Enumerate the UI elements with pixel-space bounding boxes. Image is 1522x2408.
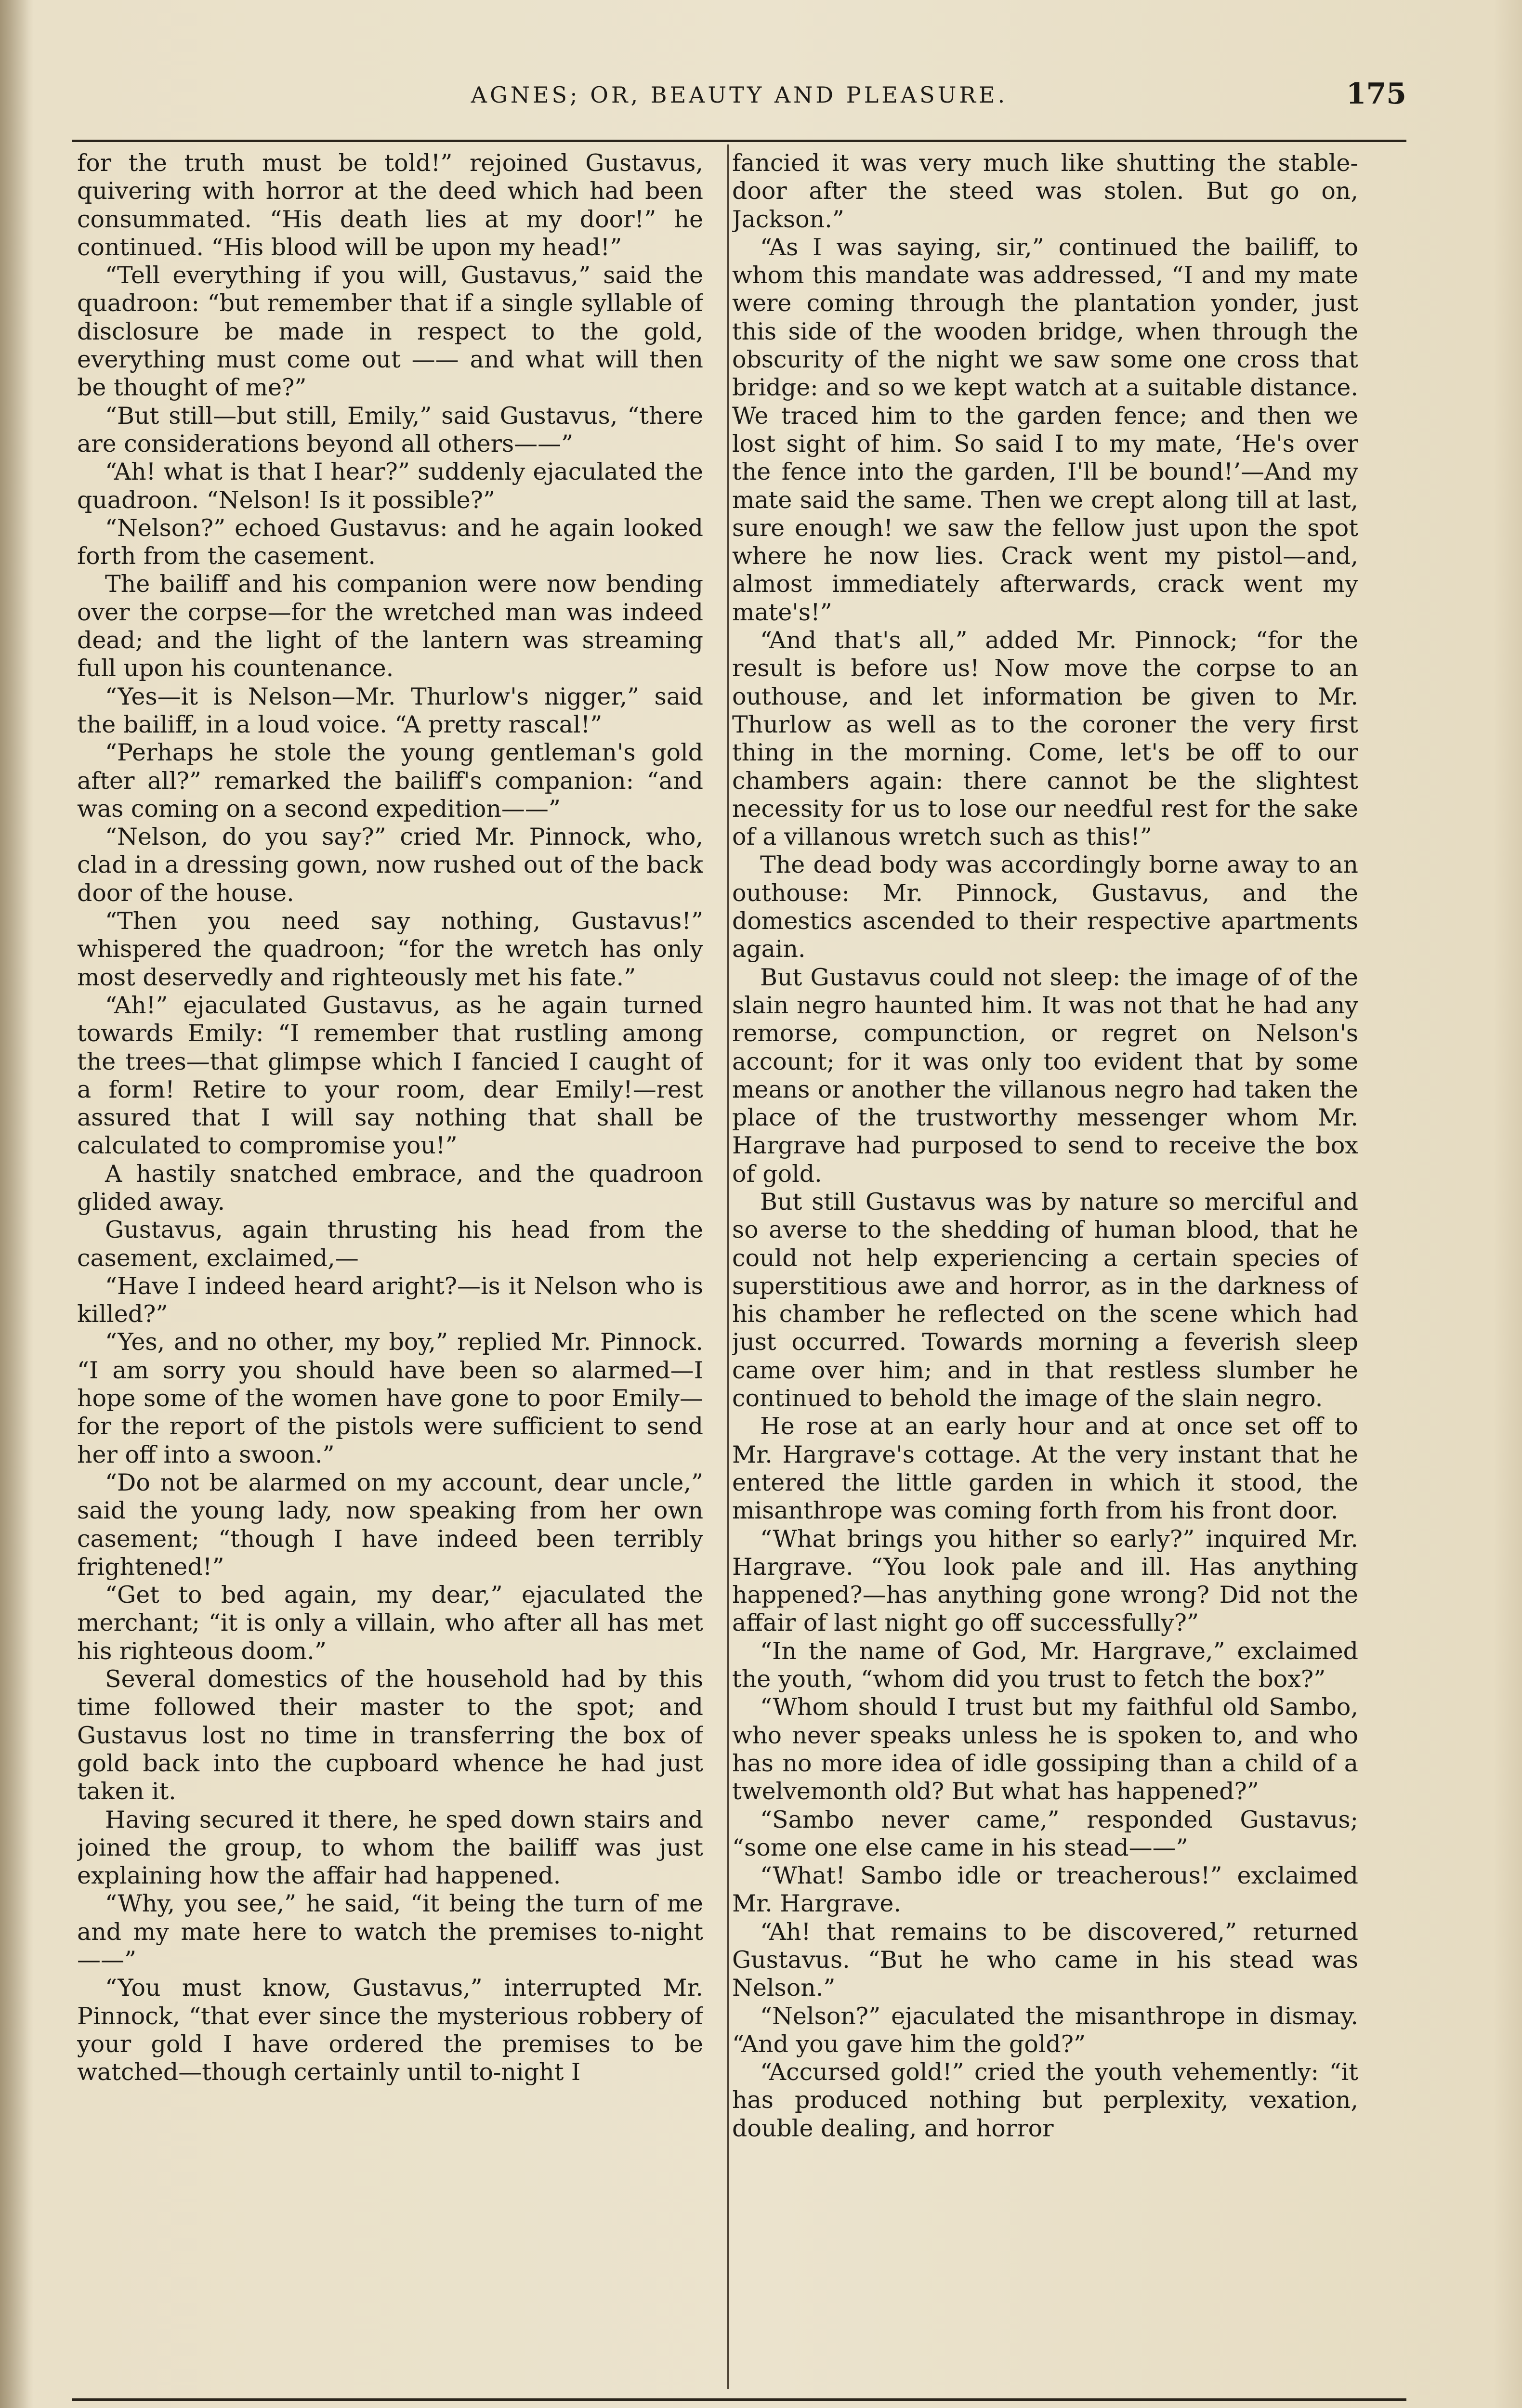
footer-rule (72, 2398, 1406, 2401)
paragraph: “Ah!” ejaculated Gustavus, as he again turned towards Emily: “I remember that rustling among the trees—that glimpse which I fancied I caught of a form! Retire to your room, dear Emily!—rest assured that I will say nothing that shall be calculated to compromise you!” (77, 991, 703, 1160)
paragraph: “Ah! that remains to be discovered,” returned Gustavus. “But he who came in his stead was Nelson.” (732, 1918, 1358, 2002)
paragraph: “Whom should I trust but my faithful old Sambo, who never speaks unless he is spoken to, and who has no more idea of idle gossiping than a child of a twelvemonth old? But what has happened?” (732, 1693, 1358, 1806)
paragraph: “Tell everything if you will, Gustavus,” said the quadroon: “but remember that if a single syllable of disclosure be made in respect to the gold, everything must come out —— and what will then be thought of me?” (77, 262, 703, 402)
paragraph: “Yes—it is Nelson—Mr. Thurlow's nigger,” said the bailiff, in a loud voice. “A pretty rascal!” (77, 682, 703, 738)
paragraph: The bailiff and his companion were now bending over the corpse—for the wretched man was indeed dead; and the light of the lantern was streaming full upon his countenance. (77, 570, 703, 682)
left-column (77, 149, 703, 2389)
paragraph: “In the name of God, Mr. Hargrave,” exclaimed the youth, “whom did you trust to fetch the box?” (732, 1637, 1358, 1693)
paragraph: “Perhaps he stole the young gentleman's gold after all?” remarked the bailiff's companion: “and was coming on a second expedition——” (77, 739, 703, 823)
header-rule (72, 140, 1406, 142)
paragraph: “Do not be alarmed on my account, dear uncle,” said the young lady, now speaking from her own casement; “though I have indeed been terribly frightened!” (77, 1468, 703, 1581)
paragraph: “Sambo never came,” responded Gustavus; “some one else came in his stead——” (732, 1806, 1358, 1861)
paragraph: A hastily snatched embrace, and the quadroon glided away. (77, 1160, 703, 1216)
gutter-shadow (0, 0, 34, 2408)
paragraph: “Why, you see,” he said, “it being the turn of me and my mate here to watch the premises to-night——” (77, 1890, 703, 1974)
paragraph: “Nelson?” echoed Gustavus: and he again looked forth from the casement. (77, 514, 703, 570)
page-number: 175 (1346, 77, 1406, 111)
paragraph: “What! Sambo idle or treacherous!” exclaimed Mr. Hargrave. (732, 1862, 1358, 1918)
paragraph: “Get to bed again, my dear,” ejaculated the merchant; “it is only a villain, who after all has met his righteous doom.” (77, 1581, 703, 1665)
column-divider (727, 144, 729, 2389)
paragraph: for the truth must be told!” rejoined Gustavus, quivering with horror at the deed which had been consummated. “His death lies at my door!” he continued. “His blood will be upon my head!” (77, 149, 703, 261)
paragraph: But Gustavus could not sleep: the image of of the slain negro haunted him. It was not that he had any remorse, compunction, or regret on Nelson's account; for it was only too evident that by some means or another the villanous negro had taken the place of the trustworthy messenger whom Mr. Hargrave had purposed to send to receive the box of gold. (732, 963, 1358, 1188)
paragraph: “Yes, and no other, my boy,” replied Mr. Pinnock. “I am sorry you should have been so alarmed—I hope some of the women have gone to poor Emily—for the report of the pistols were sufficient to send her off into a swoon.” (77, 1328, 703, 1468)
paragraph: fancied it was very much like shutting the stable-door after the steed was stolen. But go on, Jackson.” (732, 149, 1358, 233)
paragraph: Having secured it there, he sped down stairs and joined the group, to whom the bailiff was just explaining how the affair had happened. (77, 1806, 703, 1890)
paragraph: “But still—but still, Emily,” said Gustavus, “there are considerations beyond all others——” (77, 402, 703, 458)
paragraph: “As I was saying, sir,” continued the bailiff, to whom this mandate was addressed, “I and my mate were coming through the plantation yonder, just this side of the wooden bridge, when through the obscurity of the night we saw some one cross that bridge: and so we kept watch at a suitable distance. We traced him to the garden fence; and then we lost sight of him. So said I to my mate, ‘He's over the fence into the garden, I'll be bound!’—And my mate said the same. Then we crept along till at last, sure enough! we saw the fellow just upon the spot where he now lies. Crack went my pistol—and, almost immediately afterwards, crack went my mate's!” (732, 233, 1358, 626)
paragraph: “Ah! what is that I hear?” suddenly ejaculated the quadroon. “Nelson! Is it possible?” (77, 458, 703, 514)
paragraph: “And that's all,” added Mr. Pinnock; “for the result is before us! Now move the corpse to an outhouse, and let information be given to Mr. Thurlow as well as to the coroner the very first thing in the morning. Come, let's be off to our chambers again: there cannot be the slightest necessity for us to lose our needful rest for the sake of a villanous wretch such as this!” (732, 627, 1358, 851)
paragraph: “What brings you hither so early?” inquired Mr. Hargrave. “You look pale and ill. Has anything happened?—has anything gone wrong? Did not the affair of last night go off successfully?” (732, 1525, 1358, 1637)
paragraph: He rose at an early hour and at once set off to Mr. Hargrave's cottage. At the very instant that he entered the little garden in which it stood, the misanthrope was coming forth from his front door. (732, 1413, 1358, 1525)
right-column (732, 149, 1358, 2389)
paragraph: “Nelson?” ejaculated the misanthrope in dismay. “And you gave him the gold?” (732, 2002, 1358, 2058)
paragraph: “Nelson, do you say?” cried Mr. Pinnock, who, clad in a dressing gown, now rushed out of the back door of the house. (77, 823, 703, 907)
paragraph: “Then you need say nothing, Gustavus!” whispered the quadroon; “for the wretch has only most deservedly and righteously met his fate.” (77, 907, 703, 991)
paragraph: “Accursed gold!” cried the youth vehemently: “it has produced nothing but perplexity, vexation, double dealing, and horror (732, 2058, 1358, 2142)
paragraph: Gustavus, again thrusting his head from the casement, exclaimed,— (77, 1216, 703, 1272)
paragraph: “Have I indeed heard aright?—is it Nelson who is killed?” (77, 1272, 703, 1328)
running-title: AGNES; OR, BEAUTY AND PLEASURE. (471, 82, 1008, 108)
running-header (72, 67, 1406, 125)
paragraph: But still Gustavus was by nature so merciful and so averse to the shedding of human blood, that he could not help experiencing a certain species of superstitious awe and horror, as in the darkness of his chamber he reflected on the scene which had just occurred. Towards morning a feverish sleep came over him; and in that restless slumber he continued to behold the image of the slain negro. (732, 1188, 1358, 1413)
paragraph: Several domestics of the household had by this time followed their master to the spot; and Gustavus lost no time in transferring the box of gold back into the cupboard whence he had just taken it. (77, 1665, 703, 1806)
paragraph: “You must know, Gustavus,” interrupted Mr. Pinnock, “that ever since the mysterious robbery of your gold I have ordered the premises to be watched—though certainly until to-night I (77, 1974, 703, 2086)
paragraph: The dead body was accordingly borne away to an outhouse: Mr. Pinnock, Gustavus, and the domestics ascended to their respective apartments again. (732, 851, 1358, 963)
